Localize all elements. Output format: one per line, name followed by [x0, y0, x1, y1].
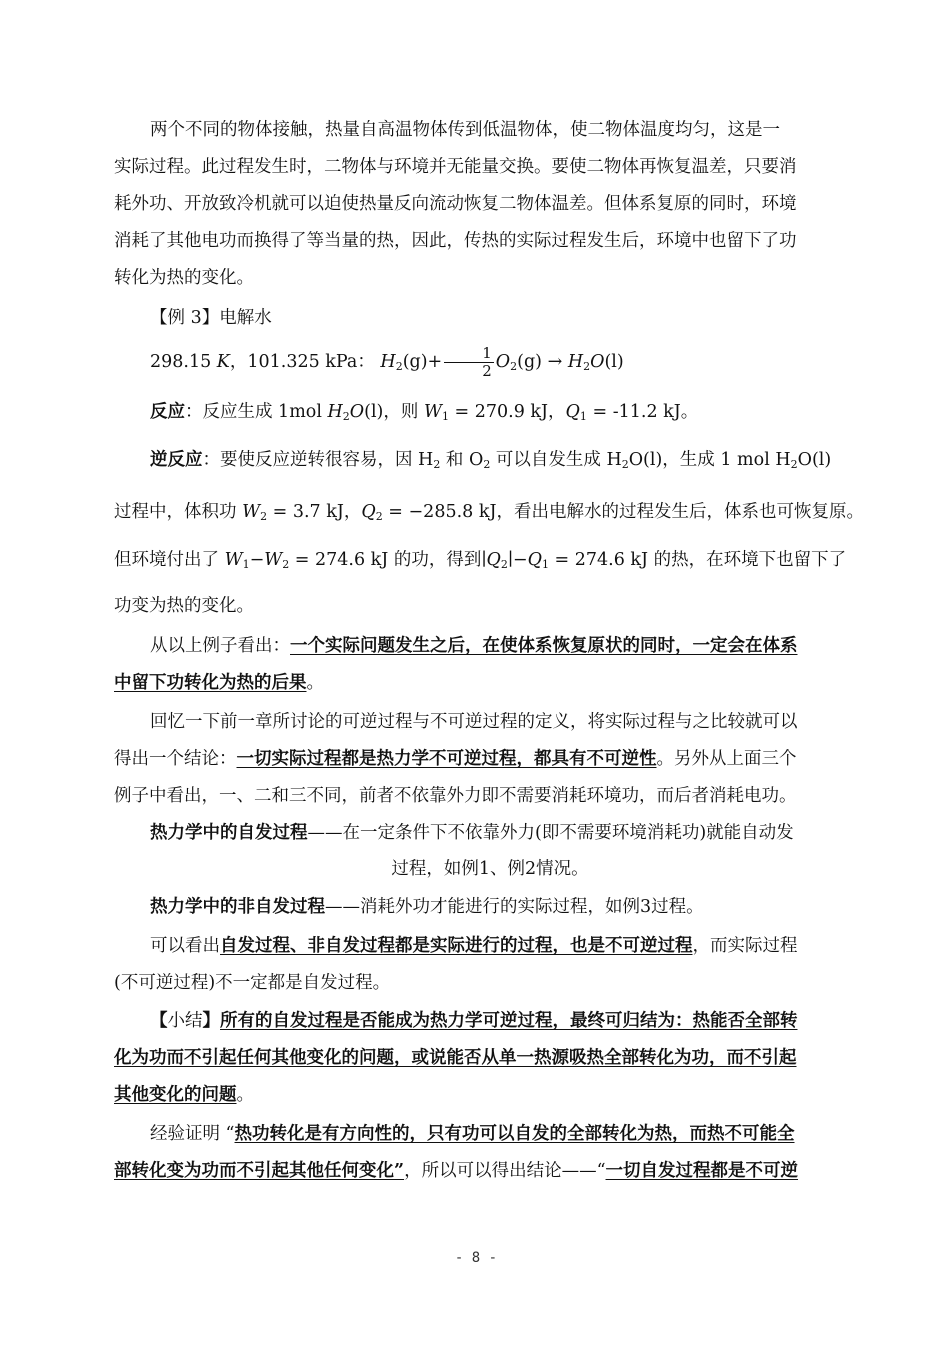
state-g: (g) [402, 352, 428, 372]
emphasis-text: 其他变化的问题 [114, 1085, 237, 1105]
paragraph-see [114, 928, 866, 965]
pressure-value: ，101.325 kPa： [229, 352, 375, 372]
minus-sign: − [249, 550, 265, 570]
state-g: (g) [517, 352, 542, 372]
paragraph-conclusion-1 [114, 628, 866, 665]
mid-text: ，所以可以得出结论——“ [404, 1161, 606, 1181]
w2-value: = 3.7 kJ， [267, 502, 362, 522]
emphasis-text: 中留下功转化为热的后果 [114, 673, 307, 693]
definition-text: 过程，如例1、例2情况。 [391, 859, 589, 879]
subscript: 1 [579, 410, 587, 423]
temperature-unit: K [216, 352, 230, 372]
text-line [114, 1077, 866, 1114]
reverse-reaction-line1 [114, 442, 866, 479]
reaction-arrow: → [547, 352, 563, 372]
page-number: - 8 - [454, 1250, 498, 1266]
reverse-text: O(l)，生成 1 mol H [628, 450, 791, 470]
subscript: 2 [621, 458, 629, 471]
paragraph-heat-transfer-cont [114, 149, 866, 297]
example-3-label [114, 300, 866, 337]
definition-nonspontaneous [114, 889, 866, 926]
reverse-text: 和 O [440, 450, 484, 470]
paragraph-experience [114, 1116, 866, 1153]
symbol-w: W [242, 502, 261, 522]
text-line: 回忆一下前一章所讨论的可逆过程与不可逆过程的定义，将实际过程与之比较就可以 [150, 712, 798, 732]
reverse-reaction-line2 [114, 494, 866, 531]
text-line: 消耗了其他电功而换得了等当量的热，因此，传热的实际过程发生后，环境中也留下了功 [114, 231, 797, 251]
example-label-text: 【例 3】电解水 [150, 308, 272, 328]
state-l: (l) [604, 352, 624, 372]
fraction-numerator: 1 [444, 345, 494, 363]
reaction-paragraph [114, 394, 866, 431]
symbol-w: W [264, 550, 283, 570]
subscript: 2 [790, 458, 798, 471]
summary-label: 小结 [167, 1011, 203, 1031]
reverse-reaction-line3 [114, 542, 866, 579]
punctuation: 。 [306, 673, 324, 693]
subscript: 2 [433, 458, 441, 471]
abs-bar: ∣− [507, 550, 528, 570]
reverse-text: O(l) [797, 450, 832, 470]
definition-spontaneous-cont [114, 851, 866, 888]
text-line: 两个不同的物体接触，热量自高温物体传到低温物体，使二物体温度均匀，这是一 [150, 120, 780, 140]
reaction-text: ：反应生成 1mol [185, 402, 328, 422]
tail-text: 。另外从上面三个 [656, 749, 797, 769]
punctuation: 。 [236, 1085, 254, 1105]
symbol-q: Q [486, 550, 501, 570]
fraction-denominator: 2 [482, 362, 492, 380]
subscript: 2 [375, 510, 383, 523]
formula-o: O [349, 402, 365, 422]
text-line: 例子中看出，一、二和三不同，前者不依靠外力即不需要消耗环境功，而后者消耗电功。 [114, 786, 797, 806]
symbol-q: Q [565, 402, 580, 422]
subscript: 1 [441, 410, 449, 423]
subscript: 2 [500, 558, 508, 571]
subscript: 2 [510, 360, 518, 373]
reverse-text: 但环境付出了 [114, 550, 225, 570]
subscript: 2 [483, 458, 491, 471]
state-l: (l) [364, 402, 384, 422]
symbol-q: Q [527, 550, 542, 570]
reaction-title: 反应 [150, 402, 185, 422]
summary-paragraph [114, 1003, 866, 1040]
reaction-equation [114, 344, 866, 381]
paragraph-recall [114, 704, 866, 741]
emphasis-text: 一切实际过程都是热力学不可逆过程，都具有不可逆性 [236, 749, 657, 769]
paragraph-conclusion-1-cont [114, 665, 866, 702]
text-line [114, 741, 866, 778]
definition-term: 热力学中的自发过程 [150, 823, 308, 843]
text-line: 转化为热的变化。 [114, 268, 254, 288]
paragraph-see-cont [114, 965, 866, 1002]
subscript: 2 [583, 360, 591, 373]
bracket: 】 [202, 1011, 220, 1031]
subscript: 1 [242, 558, 250, 571]
emphasis-text: 化为功而不引起任何其他变化的问题，或说能否从单一热源吸热全部转化为功，而不引起 [114, 1048, 797, 1068]
reverse-text: 功变为热的变化。 [114, 596, 254, 616]
paragraph-heat-transfer [114, 112, 866, 149]
text-line: (不可逆过程)不一定都是自发过程。 [114, 973, 391, 993]
text-line: 耗外功、开放致冷机就可以迫使热量反向流动恢复二物体温差。但体系复原的同时，环境 [114, 194, 797, 214]
w1-value: = 270.9 kJ， [448, 402, 566, 422]
tail-text: ，而实际过程 [692, 936, 798, 956]
symbol-w: W [423, 402, 442, 422]
bracket: 【 [150, 1011, 168, 1031]
symbol-w: W [224, 550, 243, 570]
fraction-half [444, 345, 494, 380]
reverse-text: 可以自发生成 H [490, 450, 622, 470]
subscript: 2 [395, 360, 403, 373]
lead-text: 经验证明 “ [150, 1124, 235, 1144]
subscript: 2 [260, 510, 268, 523]
q2-value: = −285.8 kJ，看出电解水的过程发生后，体系也可恢复原。 [382, 502, 864, 522]
lead-text: 可以看出 [150, 936, 220, 956]
heat-diff-value: = 274.6 kJ 的热，在环境下也留下了 [548, 550, 847, 570]
emphasis-text: 自发过程、非自发过程都是实际进行的过程，也是不可逆过程 [220, 936, 693, 956]
emphasis-text: 热功转化是有方向性的，只有功可以自发的全部转化为热，而热不可能全 [234, 1124, 795, 1144]
emphasis-text: 一个实际问题发生之后，在使体系恢复原状的同时，一定会在体系 [290, 636, 798, 656]
summary-paragraph-cont [114, 1040, 866, 1114]
lead-text: 从以上例子看出： [150, 636, 290, 656]
temperature-value: 298.15 [150, 352, 217, 372]
formula-h: H [327, 402, 343, 422]
formula-h: H [380, 352, 396, 372]
formula-o: O [495, 352, 511, 372]
reverse-text: 过程中，体积功 [114, 502, 243, 522]
emphasis-text: 所有的自发过程是否能成为热力学可逆过程，最终可归结为：热能否全部转 [220, 1011, 798, 1031]
q1-value: = -11.2 kJ。 [586, 402, 699, 422]
plus-sign: + [427, 352, 443, 372]
subscript: 1 [541, 558, 549, 571]
reverse-text: ：要使反应逆转很容易，因 H [202, 450, 434, 470]
subscript: 2 [342, 410, 350, 423]
emphasis-text: 一切自发过程都是不可逆 [605, 1161, 799, 1181]
symbol-q: Q [361, 502, 376, 522]
definition-text: ——在一定条件下不依靠外力(即不需要环境消耗功)就能自动发 [307, 823, 794, 843]
work-diff-value: = 274.6 kJ 的功，得到∣ [289, 550, 487, 570]
paragraph-experience-cont [114, 1153, 866, 1190]
formula-h: H [567, 352, 584, 372]
lead-text: 得出一个结论： [114, 749, 237, 769]
paragraph-recall-cont [114, 741, 866, 815]
reaction-text: ，则 [383, 402, 424, 422]
formula-o: O [590, 352, 605, 372]
text-line: 实际过程。此过程发生时，二物体与环境并无能量交换。要使二物体再恢复温差，只要消 [114, 157, 797, 177]
reverse-reaction-line4 [114, 588, 866, 625]
subscript: 2 [282, 558, 290, 571]
definition-term: 热力学中的非自发过程 [150, 897, 325, 917]
definition-text: ——消耗外功才能进行的实际过程，如例3过程。 [325, 897, 704, 917]
reverse-title: 逆反应 [150, 450, 203, 470]
definition-spontaneous [114, 815, 866, 852]
emphasis-text: 部转化变为功而不引起其他任何变化” [114, 1161, 405, 1181]
